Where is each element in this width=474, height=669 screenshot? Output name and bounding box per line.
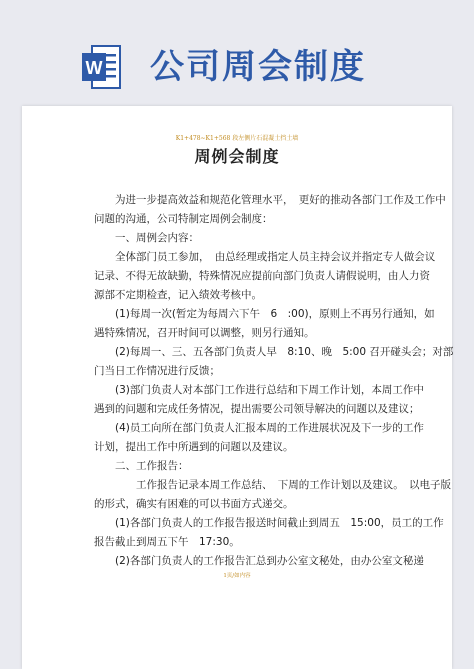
paragraph-line: 遇到的问题和完成任务情况，提出需要公司领导解决的问题以及建议； [94, 403, 420, 415]
paragraph-line: (2)各部门负责人的工作报告汇总到办公室文秘处，由办公室文秘递 [94, 555, 424, 567]
paragraph-line: 记录、不得无故缺勤，特殊情况应提前向部门负责人请假说明，由人力资 [94, 270, 430, 282]
document-page [22, 106, 452, 669]
paragraph-line: 的形式，确实有困难的可以书面方式递交。 [94, 498, 294, 510]
paragraph-line: (1)各部门负责人的工作报告报送时间截止到周五 15:00，员工的工作 [94, 517, 444, 529]
paragraph-line: (3)部门负责人对本部门工作进行总结和下周工作计划，本周工作中 [94, 384, 424, 396]
paragraph-line: (2)每周一、三、五各部门负责人早 8:10、晚 5:00 召开碰头会；对部 [94, 346, 454, 358]
paragraph-line: 报告截止到周五下午 17:30。 [94, 536, 240, 548]
document-header-note: K1+478~K1+568 段左侧片石混凝土挡土墙 [175, 135, 299, 142]
document-body [94, 191, 454, 571]
paragraph-line: 问题的沟通，公司特制定周例会制度： [94, 213, 273, 225]
top-banner [0, 0, 474, 100]
word-icon-letter: W [85, 58, 103, 78]
banner-title: 公司周会制度 [150, 47, 366, 87]
paragraph-line: 计划，提出工作中所遇到的问题以及建议。 [94, 441, 294, 453]
paragraph-line: 工作报告记录本周工作总结、 下周的工作计划以及建议。 以电子版 [94, 479, 451, 491]
paragraph-line: 门当日工作情况进行反馈； [94, 365, 220, 377]
section-heading: 二、工作报告： [94, 460, 189, 472]
paragraph-line: 源部不定期检查，记入绩效考核中。 [94, 289, 262, 301]
document-title: 周例会制度 [194, 147, 280, 166]
paragraph-line: (1)每周一次(暂定为每周六下午 6 :00)，原则上不再另行通知，如 [94, 308, 435, 320]
paragraph-line: 全体部门员工参加， 由总经理或指定人员主持会议并指定专人做会议 [94, 251, 436, 263]
word-document-icon [82, 44, 122, 90]
section-heading: 一、周例会内容： [94, 232, 199, 244]
paragraph-line: (4)员工向所在部门负责人汇报本周的工作进展状况及下一步的工作 [94, 422, 424, 434]
document-footer-note: 1页/如内容 [223, 573, 251, 579]
paragraph-line: 遇特殊情况，召开时间可以调整，则另行通知。 [94, 327, 315, 339]
paragraph-line: 为进一步提高效益和规范化管理水平， 更好的推动各部门工作及工作中 [94, 194, 446, 206]
